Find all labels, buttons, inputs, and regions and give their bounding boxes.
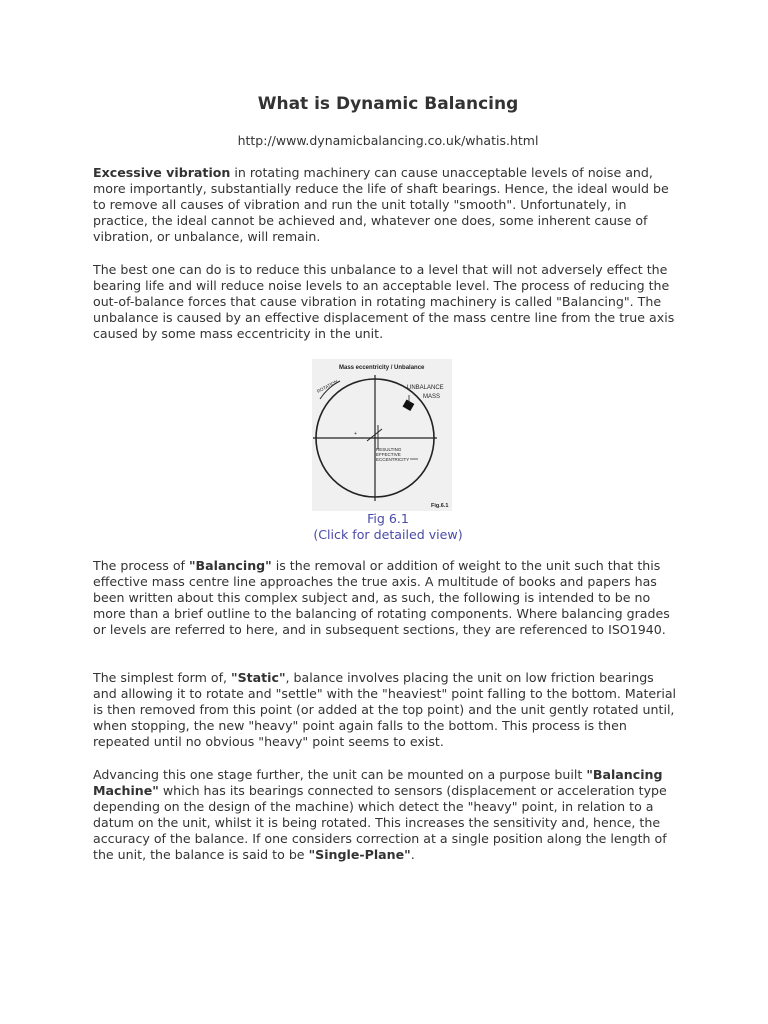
paragraph-static-balance — [93, 670, 681, 750]
paragraph-text: is the removal or addition of weight to the unit such that this effective mass centre line approaches the true axis. A multitude of books and papers has been written about this complex subject and, as such, the following is intended to be no more than a brief outline to the balancing of rotating components. Where balancing grades or levels are referred to here, and in subsequent sections, they are referenced to ISO1940. — [93, 558, 670, 637]
paragraph-text: The process of — [93, 558, 189, 573]
eccentricity-label: ECCENTRICITY — [376, 457, 410, 462]
source-url[interactable]: http://www.dynamicbalancing.co.uk/whatis.html — [237, 133, 539, 148]
lead-bold: Excessive vibration — [93, 165, 231, 180]
paragraph-balancing-machine — [93, 767, 681, 863]
static-bold: "Static" — [231, 670, 286, 685]
paragraph-text: . — [410, 847, 415, 862]
caption-line-1[interactable]: Fig 6.1 — [367, 511, 409, 526]
figure-number-label: Fig.6.1 — [431, 503, 449, 509]
single-plane-bold: "Single-Plane" — [308, 847, 411, 862]
paragraph-text: , balance involves placing the unit on low friction bearings and allowing it to rotate and "settle" with the "heaviest" point falling to the bottom. Material is then removed from this point (or added at the top point) and the unit gently rotated until, when stopping, the new "heavy" point again falls to the bottom. This process is then repeated until no obvious "heavy" point seems to exist. — [93, 670, 677, 749]
resulting-label: RESULTING — [376, 447, 402, 452]
rotation-label: ROTATION — [316, 378, 339, 394]
paragraph-text: The best one can do is to reduce this unbalance to a level that will not adversely effect the bearing life and will reduce noise levels to an acceptable level. The process of reducing the out-of-balance forces that cause vibration in rotating machinery is called "Balancing". The unbalance is caused by an effective displacement of the mass centre line from the true axis caused by some mass eccentricity in the unit. — [93, 262, 675, 341]
balancing-bold: "Balancing" — [188, 558, 272, 573]
unbalance-mass-block — [403, 400, 415, 411]
fig-6-1-image[interactable] — [312, 359, 452, 511]
figure-caption[interactable] — [93, 511, 683, 543]
unbalance-label: UNBALANCE — [407, 385, 444, 391]
paragraph-excessive-vibration — [93, 165, 681, 245]
balancing-machine-bold: "Balancing Machine" — [93, 767, 663, 798]
figure-heading: Mass eccentricity / Unbalance — [339, 365, 425, 371]
mass-label: MASS — [423, 394, 441, 400]
caption-line-2[interactable]: (Click for detailed view) — [313, 527, 463, 542]
paragraph-best-one-can-do — [93, 262, 681, 342]
plus-mark-icon: + — [354, 431, 357, 437]
effective-label: EFFECTIVE — [376, 452, 401, 457]
mass-eccentricity-diagram — [312, 359, 452, 511]
paragraph-text: which has its bearings connected to sensors (displacement or acceleration type depending on the design of the machine) which detect the "heavy" point, in relation to a datum on the unit, whilst it is being rotated. This increases the sensitivity and, hence, the accuracy of the balance. If one considers correction at a single position along the length of the unit, the balance is said to be — [93, 783, 667, 862]
paragraph-text: in rotating machinery can cause unacceptable levels of noise and, more importantly, substantially reduce the life of shaft bearings. Hence, the ideal would be to remove all causes of vibration and run the unit totally "smooth". Unfortunately, in practice, the ideal cannot be achieved and, whatever one does, some inherent cause of vibration, or unbalance, will remain. — [93, 165, 669, 244]
page-title: What is Dynamic Balancing — [257, 94, 519, 114]
paragraph-text: The simplest form of, — [93, 670, 232, 685]
paragraph-text: Advancing this one stage further, the unit can be mounted on a purpose built — [93, 767, 587, 782]
paragraph-process-of-balancing — [93, 558, 681, 638]
